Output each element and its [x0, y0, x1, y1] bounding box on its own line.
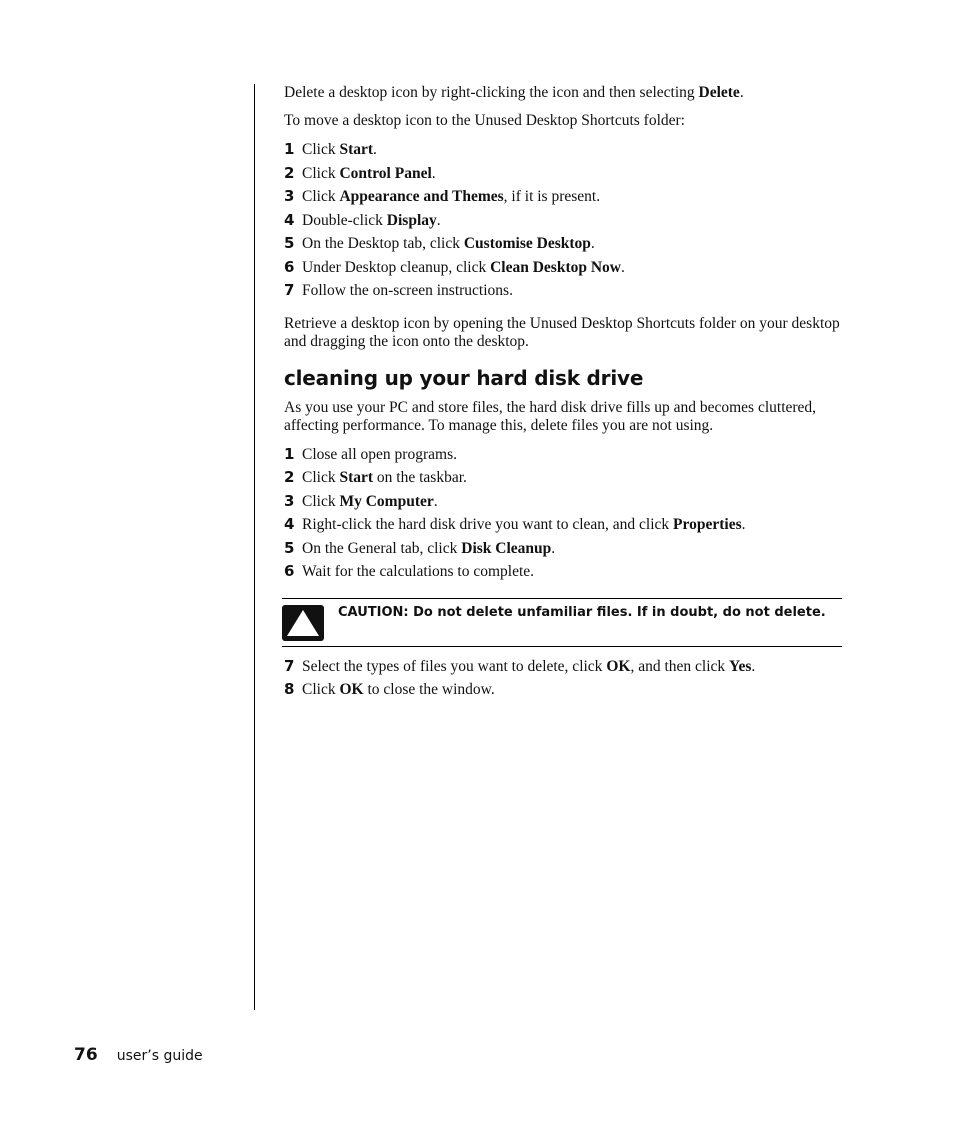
main-content — [284, 84, 844, 704]
list-item: 3 Click Appearance and Themes, if it is present. — [284, 187, 601, 205]
retrieve-paragraph: Retrieve a desktop icon by opening the Unused Desktop Shortcuts folder on your desktop and dragging the icon onto the desktop. — [284, 314, 840, 350]
clean-steps-list-continued — [284, 657, 844, 704]
margin-rule — [254, 84, 255, 1010]
caution-box — [282, 598, 842, 647]
move-paragraph: To move a desktop icon to the Unused Desktop Shortcuts folder: — [284, 112, 685, 129]
list-item: 6 Under Desktop cleanup, click Clean Desktop Now. — [284, 257, 625, 276]
list-item: 1 Click Start. — [284, 140, 377, 158]
list-item: 3 Click My Computer. — [284, 491, 438, 510]
move-steps-list — [284, 140, 844, 305]
warning-triangle-icon — [282, 605, 324, 641]
list-item: 4 Double-click Display. — [284, 210, 441, 229]
page-number: 76 — [74, 1045, 98, 1065]
list-item: 2 Click Control Panel. — [284, 163, 436, 182]
caution-text: CAUTION: Do not delete unfamiliar files. If in doubt, do not delete. — [338, 604, 826, 620]
list-item: 8 Click OK to close the window. — [284, 680, 495, 698]
list-item: 6 Wait for the calculations to complete. — [284, 562, 535, 580]
page-footer — [74, 1045, 203, 1065]
list-item: 7 Follow the on-screen instructions. — [284, 281, 513, 299]
list-item: 5 On the General tab, click Disk Cleanup. — [284, 538, 556, 557]
delete-paragraph: Delete a desktop icon by right-clicking the icon and then selecting Delete. — [284, 84, 744, 101]
section-intro: As you use your PC and store files, the hard disk drive fills up and becomes cluttered, affecting performance. To manage this, delete files you are not using. — [284, 398, 817, 434]
list-item: 5 On the Desktop tab, click Customise Desktop. — [284, 234, 595, 252]
section-heading: cleaning up your hard disk drive — [284, 365, 644, 390]
clean-steps-list — [284, 445, 844, 586]
list-item: 7 Select the types of files you want to delete, click OK, and then click Yes. — [284, 656, 756, 675]
list-item: 1 Close all open programs. — [284, 444, 457, 463]
guide-label: user’s guide — [116, 1048, 203, 1064]
list-item: 2 Click Start on the taskbar. — [284, 468, 467, 486]
list-item: 4 Right-click the hard disk drive you want to clean, and click Properties. — [284, 515, 746, 533]
